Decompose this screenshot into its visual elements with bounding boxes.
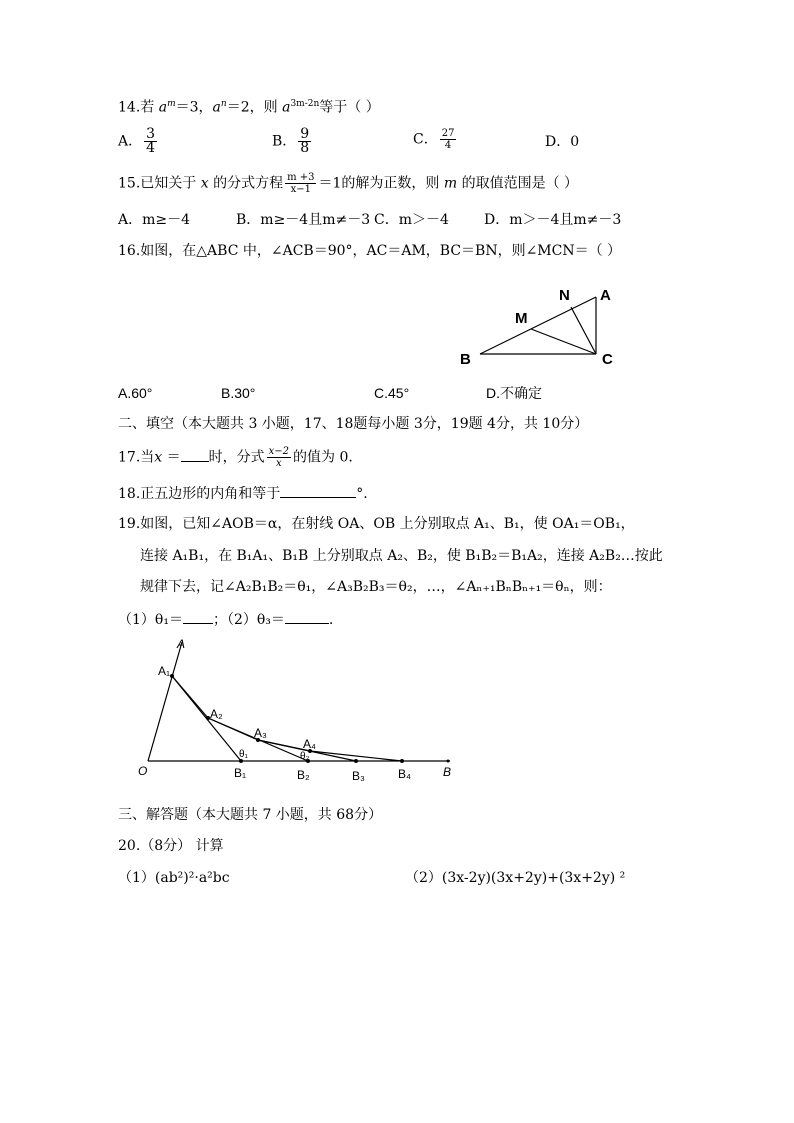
q19-label-a2: A₂ [210, 707, 223, 721]
q19-ray-oa [148, 642, 182, 761]
q19-label-o: O [138, 764, 148, 778]
q15-option-d: D．m＞－4且m≠－3 [484, 212, 622, 228]
section-3-heading: 三、解答题（本大题共 7 小题，共 68分） [118, 807, 383, 823]
q19-answer-blank-1[interactable] [183, 609, 213, 624]
q19-label-b1: B₁ [234, 766, 247, 780]
q19-line-3: 规律下去，记∠A₂B₁B₂＝θ₁，∠A₃B₂B₃＝θ₂，…，∠Aₙ₊₁BₙBₙ₊₁＝θₙ，则： [140, 579, 612, 595]
q16-option-d: D.不确定 [486, 385, 542, 401]
q15-stem: 15.已知关于 x 的分式方程 $\frac{m +3}{x-1}$ ＝1的解为正数，则 m 的取值范围是（ ） [118, 172, 579, 195]
q15-option-a: A．m≥－4 [118, 212, 191, 228]
q17-answer-blank[interactable] [181, 447, 209, 462]
q16-label-b: B [460, 351, 471, 368]
q20-part-1: （1）(ab²)²·a²bc [118, 870, 230, 886]
q16-option-a: A.60° [118, 385, 153, 401]
q19-label-b2: B₂ [297, 768, 310, 782]
q16-segment-cn [571, 307, 596, 354]
section-2-heading: 二、填空（本大题共 3 小题，17、18题每小题 3分，19题 4分，共 10分） [118, 416, 589, 432]
q19-label-b3: B₃ [352, 769, 365, 783]
q19-label-theta2: θ₂ [300, 751, 310, 762]
q16-label-n: N [559, 287, 570, 304]
q19-label-b: B [443, 765, 452, 779]
q20-part-2: （2）(3x-2y)(3x+2y)+(3x+2y) ² [405, 870, 626, 886]
q16-segment-cm [531, 329, 596, 354]
q19-segment-a1a2 [172, 676, 208, 718]
q19-point-a1 [170, 674, 174, 678]
q16-side-ab [480, 297, 596, 354]
q19-answer-blank-2[interactable] [285, 609, 329, 624]
q18-stem: 18.正五边形的内角和等于 °. [118, 483, 368, 503]
q19-label-a3: A₃ [254, 726, 267, 740]
q19-label-a4: A₄ [303, 737, 316, 751]
q16-option-b: B.30° [221, 385, 256, 401]
q16-triangle-figure [455, 283, 625, 373]
q19-point-b [447, 760, 450, 763]
q16-option-c: C.45° [374, 385, 410, 401]
q19-line-2: 连接 A₁B₁，在 B₁A₁、B₁B 上分别取点 A₂、B₂，使 B₁B₂＝B₁A₂，连接 A₂B₂…按此 [140, 548, 663, 564]
q16-label-m: M [515, 310, 528, 327]
q19-label-b4: B₄ [398, 767, 411, 781]
q17-stem: 17.当x ＝ 时，分式 $\frac{x-2}{x}$ 的值为 0. [118, 446, 353, 469]
q19-point-b3 [354, 759, 358, 763]
q18-answer-blank[interactable] [280, 483, 356, 498]
q15-option-c: C．m＞－4 [374, 212, 449, 228]
q19-label-a: A [177, 637, 186, 651]
q16-label-a: A [600, 287, 611, 304]
q16-stem: 16.如图，在△ABC 中，∠ACB＝90°，AC＝AM，BC＝BN，则∠MCN＝（ ） [118, 243, 622, 259]
q20-title: 20.（8分） 计算 [118, 838, 224, 854]
q14-stem: 14.若 $a^m=3$，$a^n=2$，则 $a^{3m-2n}$等于（ ） [118, 99, 380, 116]
q19-point-b4 [400, 759, 404, 763]
q14-option-a: A． $\frac{3}{4}$ [118, 126, 156, 156]
q19-angle-figure [130, 636, 470, 786]
q15-option-b: B．m≥－4且m≠－3 [236, 212, 371, 228]
q14-option-c: C． $\frac{27}{4}$ [413, 128, 455, 151]
q19-line-1: 19.如图，已知∠AOB＝α，在射线 OA、OB 上分别取点 A₁、B₁，使 OA₁＝OB₁， [118, 516, 635, 532]
q19-label-theta1: θ₁ [239, 749, 248, 760]
q16-label-c: C [602, 351, 613, 368]
q19-line-4: （1）θ₁＝ ；（2）θ₃＝ . [118, 609, 333, 629]
q19-label-a1: A₁ [158, 664, 171, 678]
q14-option-b: B． $\frac{9}{8}$ [272, 126, 310, 156]
q14-option-d: D．0 [545, 134, 580, 150]
